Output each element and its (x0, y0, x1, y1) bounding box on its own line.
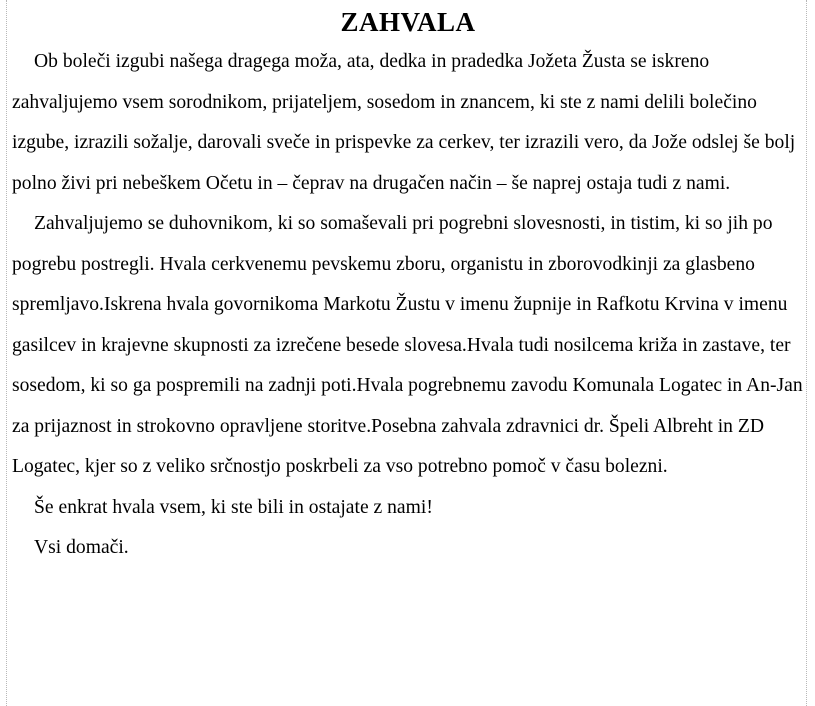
document-body[interactable] (12, 2, 804, 569)
document-title: ZAHVALA (340, 7, 476, 37)
right-margin-guide (806, 0, 807, 706)
paragraph-thanks-details: Zahvaljujemo se duhovnikom, ki so somaševali pri pogrebni slovesnosti, in tistim, ki so jih po pogrebu postregli. Hvala cerkvenemu pevskemu zboru, organistu in zborovodkinji za glasbeno spremljavo.Iskrena hvala govornikoma Markotu Žustu v imenu župnije in Rafkotu Krvina v imenu gasilcev in krajevne skupnosti za izrečene besede slovesa.Hvala tudi nosilcema križa in zastave, ter sosedom, ki so ga pospremili na zadnji poti.Hvala pogrebnemu zavodu Komunala Logatec in An-Jan za prijaznost in strokovno opravljene storitve.Posebna zahvala zdravnici dr. Špeli Albreht in ZD Logatec, kjer so z veliko srčnostjo poskrbeli za vso potrebno pomoč v času bolezni. (12, 213, 803, 477)
paragraph-thanks-closing: Še enkrat hvala vsem, ki ste bili in ostajate z nami! (34, 496, 433, 518)
paragraph-signature: Vsi domači. (34, 537, 129, 558)
paragraph-thanks-intro: Ob boleči izgubi našega dragega moža, ata, dedka in pradedka Jožeta Žusta se iskreno zahvaljujemo vsem sorodnikom, prijateljem, sosedom in znancem, ki ste z nami delili bolečino izgube, izrazili sožalje, darovali sveče in prispevke za cerkev, ter izrazili vero, da Jože odslej še bolj polno živi pri nebeškem Očetu in – čeprav na drugačen način – še naprej ostaja tudi z nami. (12, 51, 796, 194)
left-margin-guide (6, 0, 7, 706)
